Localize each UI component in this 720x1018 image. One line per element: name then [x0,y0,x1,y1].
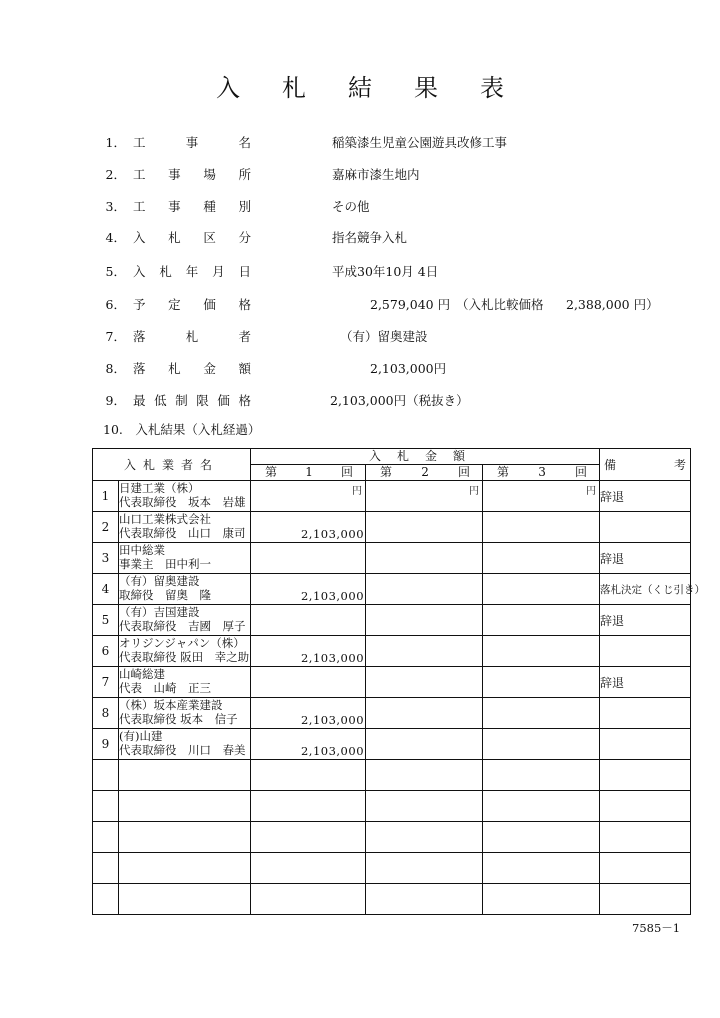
remarks-cell [600,760,691,791]
bid-amount-round-2 [366,574,483,605]
bid-amount-round-3 [483,605,600,636]
row-number [93,884,119,915]
bidder-company: （有）留奥建設 [119,574,200,588]
info-number: 8． [105,361,126,376]
row-number: 3 [93,543,119,574]
table-row [93,729,691,760]
remarks-cell: 辞退 [600,481,691,512]
info-value: 稲築漆生児童公園遊具改修工事 [332,135,508,150]
info-value: 平成30年10月 4日 [332,264,439,279]
bidder-representative: 取締役 留奥 隆 [119,588,211,602]
info-value: 指名競争入札 [332,230,408,245]
bid-amount-round-3 [483,698,600,729]
bid-amount-round-2 [366,884,483,915]
document-title: 入札結果表 [216,74,546,102]
bid-amount-round-1 [251,791,366,822]
bidder-company: （有）吉国建設 [119,605,200,619]
row-number: 5 [93,605,119,636]
info-number: 7． [105,329,126,344]
row-number: 1 [93,481,119,512]
bidder-company: 山口工業株式会社 [119,512,211,526]
bidder-cell [119,698,251,729]
remarks-cell [600,853,691,884]
info-label: 予 定 価 格 [133,297,251,312]
row-number: 8 [93,698,119,729]
bidder-representative: 代表取締役 坂本 岩雄 [119,495,246,509]
bid-result-table [92,448,706,915]
info-value: 2,579,040 円 [370,297,451,312]
table-row [93,760,691,791]
row-number [93,822,119,853]
row-number: 7 [93,667,119,698]
bid-amount-round-1 [251,574,366,605]
info-number: 3． [105,199,126,214]
bid-amount-round-1 [251,543,366,574]
bidder-representative: 代表取締役 坂本 信子 [119,712,238,726]
bid-amount-round-1 [251,667,366,698]
header-round-2: 第 2 回 [366,465,483,481]
bidder-representative: 代表取締役 阪田 幸之助 [119,650,250,664]
row-number [93,760,119,791]
bid-amount-round-3 [483,512,600,543]
header-bid-amount: 入札金額 [251,449,600,465]
bidder-cell [119,543,251,574]
bidder-representative: 代表取締役 吉國 厚子 [119,619,246,633]
bid-amount-round-2 [366,853,483,884]
table-row [93,636,691,667]
bid-amount-round-3 [483,481,600,512]
info-label: 入 札 年 月 日 [133,264,251,279]
bidder-company: (有)山建 [119,729,163,743]
info-number: 2． [105,167,126,182]
info-value: （有）留奥建設 [340,329,428,344]
bid-amount-round-2 [366,667,483,698]
bid-amount-round-2 [366,512,483,543]
bid-amount-round-1 [251,512,366,543]
bid-amount-round-2 [366,791,483,822]
remarks-cell [600,698,691,729]
bidder-company: 日建工業（株） [119,481,200,495]
bid-amount-round-3 [483,667,600,698]
bidder-cell [119,822,251,853]
info-number: 9． [105,393,126,408]
bidder-cell [119,760,251,791]
row-number: 4 [93,574,119,605]
info-label: 工 事 場 所 [133,167,251,182]
bid-amount-round-1 [251,481,366,512]
bid-amount-round-2 [366,605,483,636]
bid-amount-round-1 [251,698,366,729]
bid-amount-round-1 [251,636,366,667]
bid-amount-round-3 [483,791,600,822]
row-number [93,791,119,822]
remarks-cell: 辞退 [600,543,691,574]
bid-amount-round-3 [483,853,600,884]
bidder-cell [119,791,251,822]
table-row [93,853,691,884]
info-label: 落 札 者 [133,329,251,344]
bid-amount-round-1 [251,605,366,636]
remarks-cell [600,512,691,543]
bidder-cell [119,884,251,915]
bid-amount-round-2 [366,543,483,574]
table-row [93,481,691,512]
info-value: その他 [332,199,370,214]
table-row [93,884,691,915]
info-value: 2,103,000円 [370,361,447,376]
row-number: 9 [93,729,119,760]
bidder-company: 山崎総建 [119,667,165,681]
bidder-cell [119,605,251,636]
bid-amount-value: 2,103,000 [300,713,365,727]
bid-amount-round-3 [483,884,600,915]
bid-amount-value: 2,103,000 [300,651,365,665]
header-bidder-name: 入札業者名 [93,449,251,481]
info-value: 2,103,000円（税抜き） [330,393,469,408]
bid-amount-round-2 [366,698,483,729]
info-label: 工 事 名 [133,135,251,150]
header-remarks: 備 考 [600,449,691,481]
yen-unit: 円 [586,486,597,497]
bid-amount-round-3 [483,574,600,605]
bid-amount-round-2 [366,729,483,760]
table-row [93,791,691,822]
bidder-company: オリジンジャパン（株） [119,636,245,650]
bidder-cell [119,512,251,543]
remarks-cell [600,791,691,822]
bidder-company: 田中総業 [119,543,165,557]
bidder-representative: 代表取締役 川口 春美 [119,743,246,757]
info-number: 6． [105,297,126,312]
bid-amount-round-3 [483,822,600,853]
table-row [93,512,691,543]
bid-amount-round-2 [366,636,483,667]
bid-amount-round-1 [251,884,366,915]
bid-amount-value: 2,103,000 [300,744,365,758]
yen-unit: 円 [469,486,480,497]
remarks-cell: 辞退 [600,605,691,636]
table-row [93,667,691,698]
row-number: 6 [93,636,119,667]
header-round-1: 第 1 回 [251,465,366,481]
info-number: 5． [105,264,126,279]
info-label: 落 札 金 額 [133,361,251,376]
remarks-cell [600,884,691,915]
info-label: 入 札 区 分 [133,230,251,245]
bid-amount-round-1 [251,853,366,884]
bid-amount-round-3 [483,729,600,760]
table-row [93,574,691,605]
table-row [93,822,691,853]
bidder-cell [119,574,251,605]
bidder-cell [119,853,251,884]
bidder-representative: 代表取締役 山口 康司 [119,526,246,540]
bid-amount-round-3 [483,760,600,791]
info-number: 1． [105,135,126,150]
bidder-cell [119,636,251,667]
remarks-cell [600,636,691,667]
bidder-cell [119,667,251,698]
table-row [93,605,691,636]
bid-amount-round-2 [366,481,483,512]
remarks-cell [600,822,691,853]
bidder-company: （株）坂本産業建設 [119,698,223,712]
bid-amount-value: 2,103,000 [300,527,365,541]
bidder-cell [119,481,251,512]
bid-amount-round-1 [251,729,366,760]
info-value: 嘉麻市漆生地内 [332,167,420,182]
bidder-representative: 代表 山崎 正三 [119,681,211,695]
bid-amount-round-2 [366,760,483,791]
bid-amount-round-1 [251,760,366,791]
bidder-representative: 事業主 田中利一 [119,557,211,571]
section-10-heading: 10. 入札結果（入札経過） [103,422,261,437]
row-number: 2 [93,512,119,543]
info-label: 工 事 種 別 [133,199,251,214]
bid-amount-round-3 [483,636,600,667]
page-number: 7585－1 [632,921,681,935]
remarks-cell: 落札決定（くじ引き） [600,574,691,605]
table-row [93,698,691,729]
bidder-cell [119,729,251,760]
bid-amount-round-1 [251,822,366,853]
row-number [93,853,119,884]
header-round-3: 第 3 回 [483,465,600,481]
info-number: 4． [105,230,126,245]
yen-unit: 円 [352,486,363,497]
remarks-cell [600,729,691,760]
bid-amount-round-2 [366,822,483,853]
info-label: 最 低 制 限 価 格 [133,393,251,408]
comparison-price-value: 2,388,000 円） [566,297,659,312]
comparison-price-label: （入札比較価格 [456,297,544,312]
bid-amount-value: 2,103,000 [300,589,365,603]
remarks-cell: 辞退 [600,667,691,698]
table-row [93,543,691,574]
bid-amount-round-3 [483,543,600,574]
